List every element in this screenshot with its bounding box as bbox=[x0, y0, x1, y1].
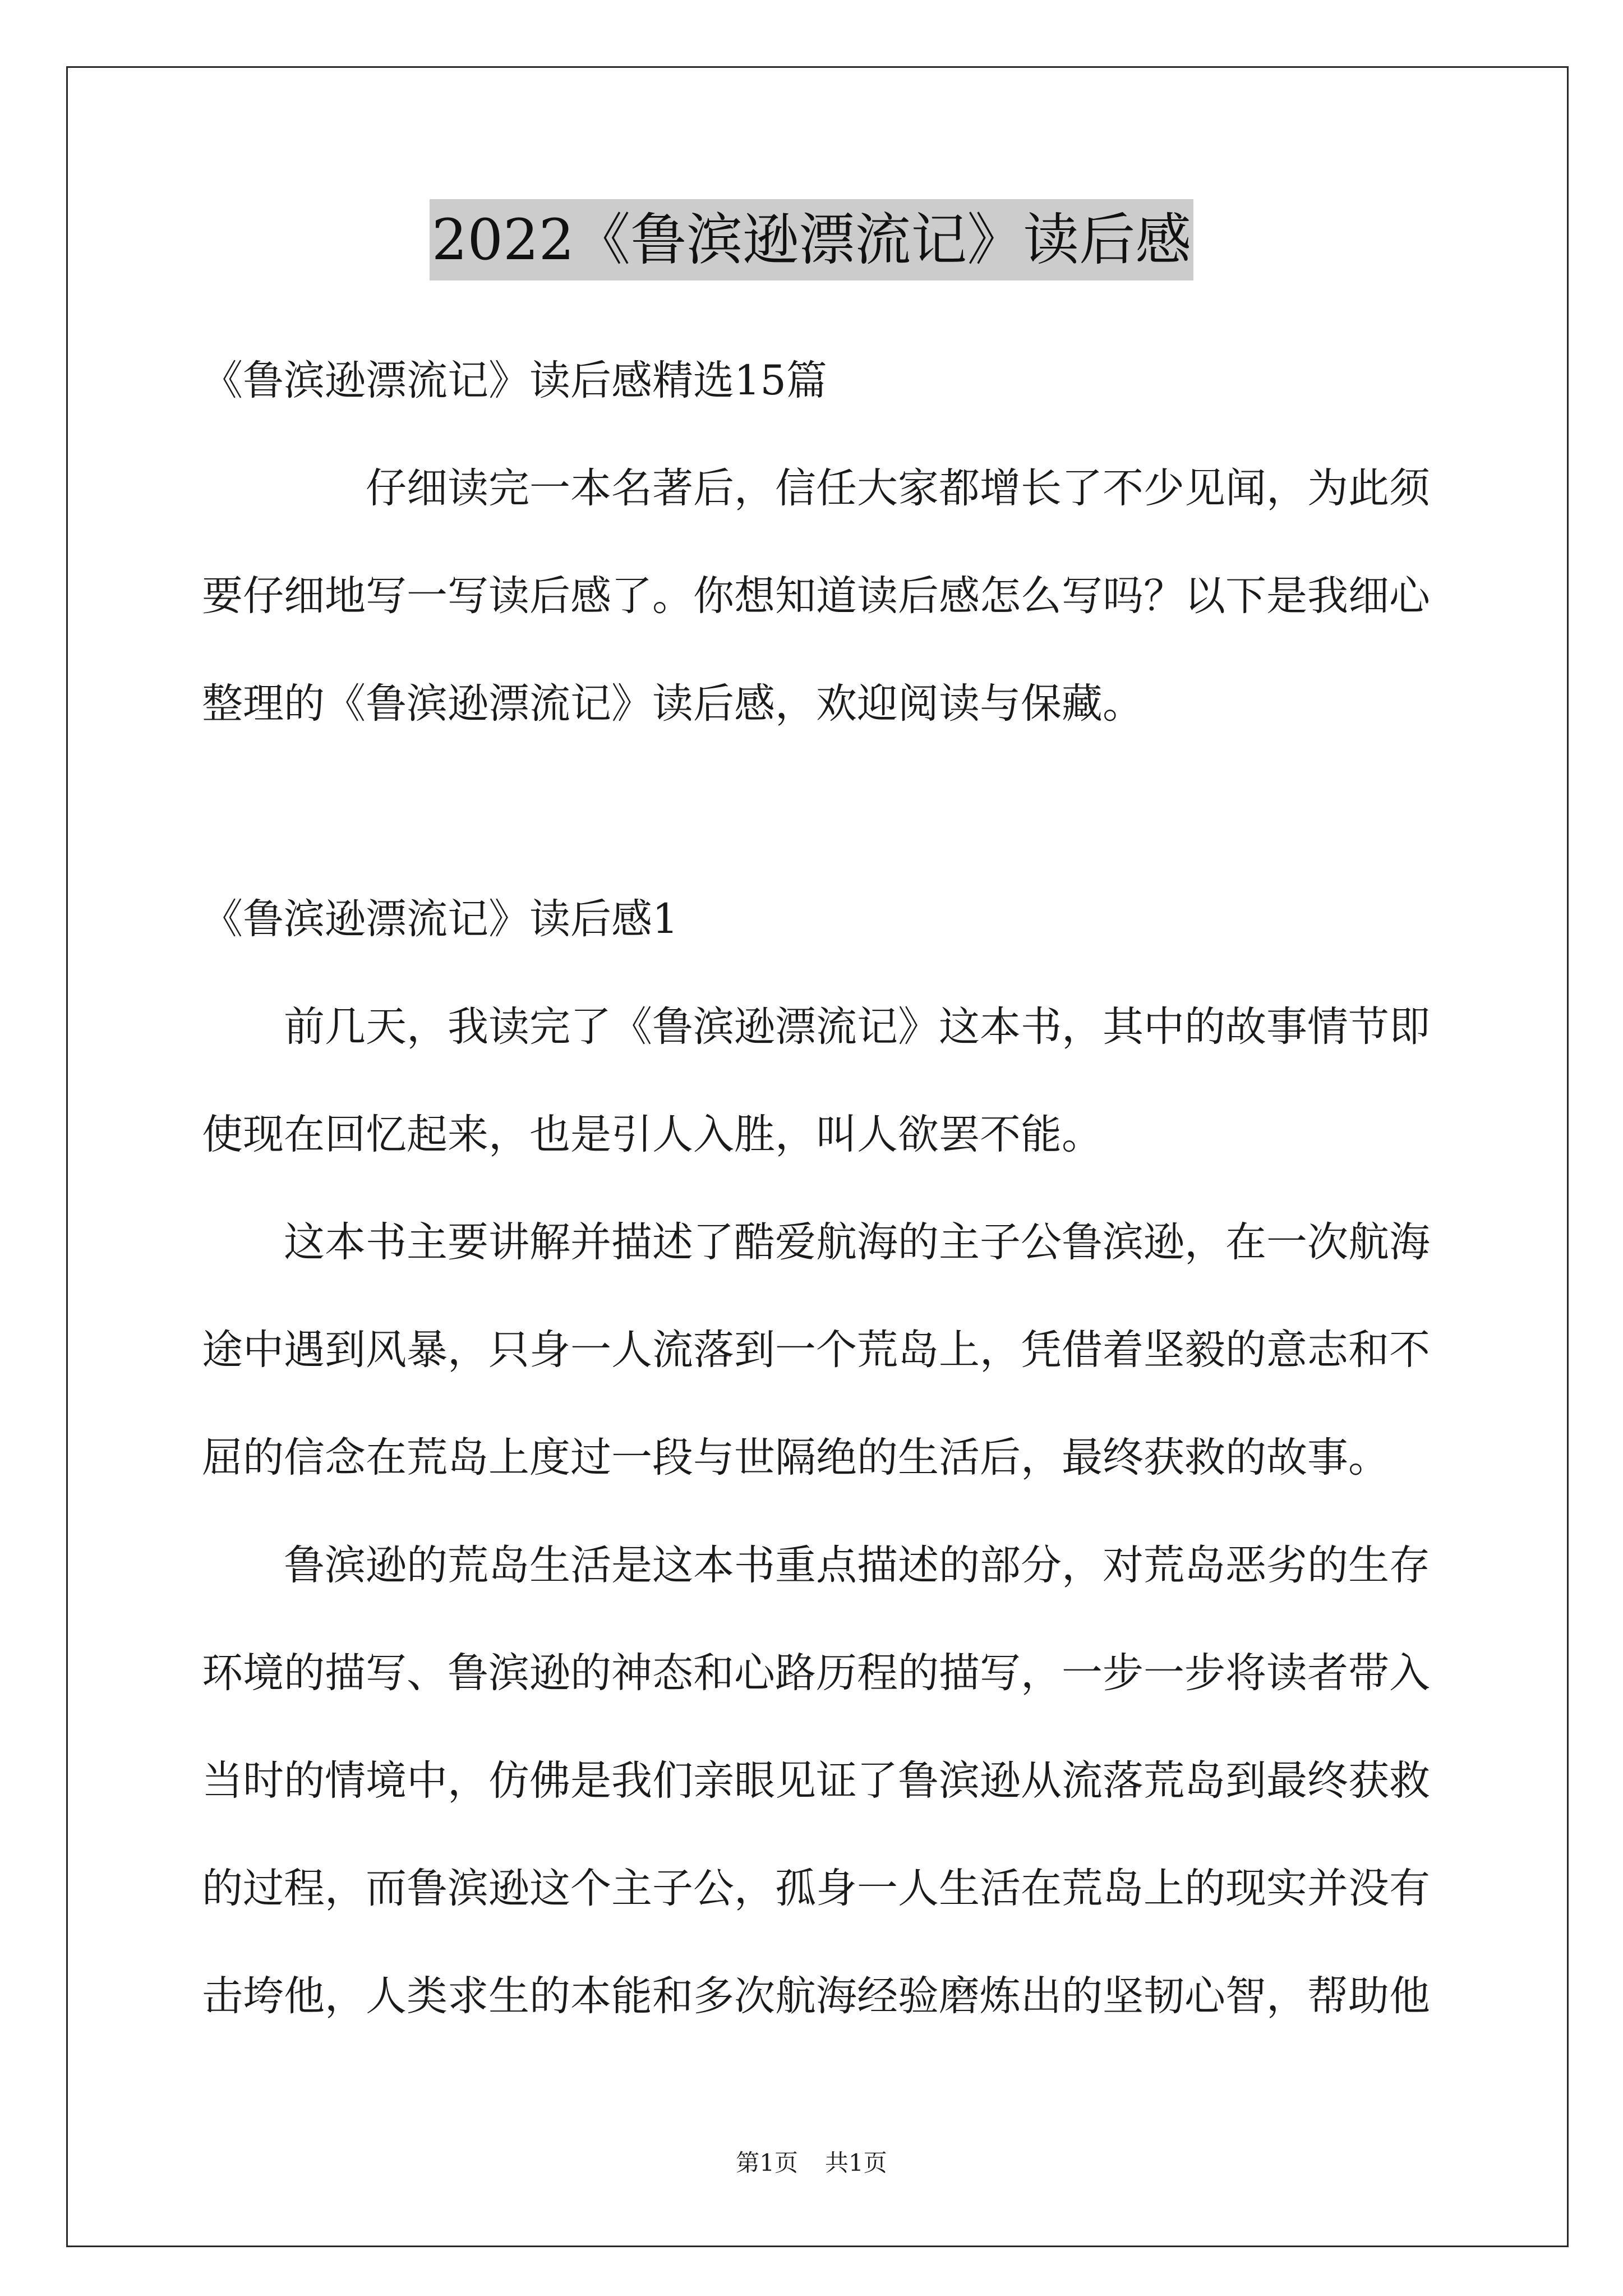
paragraph-line: 击垮他，人类求生的本能和多次航海经验磨炼出的坚韧心智，帮助他 bbox=[202, 1972, 1430, 2020]
page-footer bbox=[0, 2148, 1623, 2178]
paragraph-line: 要仔细地写一写读后感了。你想知道读后感怎么写吗？以下是我细心 bbox=[202, 572, 1430, 620]
paragraph-line: 屈的信念在荒岛上度过一段与世隔绝的生活后，最终获救的故事。 bbox=[202, 1434, 1389, 1481]
paragraph-line: 途中遇到风暴，只身一人流落到一个荒岛上，凭借着坚毅的意志和不 bbox=[202, 1326, 1430, 1374]
document-body bbox=[202, 327, 1469, 2050]
paragraph-line: 使现在回忆起来，也是引人入胜，叫人欲罢不能。 bbox=[202, 1111, 1103, 1158]
paragraph-line: 仔细读完一本名著后，信任大家都增长了不少见闻，为此须 bbox=[366, 464, 1430, 512]
page-total: 共1页 bbox=[825, 2149, 887, 2177]
subtitle: 《鲁滨逊漂流记》读后感精选15篇 bbox=[202, 357, 827, 404]
body-paragraph bbox=[202, 1189, 1469, 1512]
body-paragraph bbox=[202, 973, 1469, 1189]
paragraph-line: 的过程，而鲁滨逊这个主子公，孤身一人生活在荒岛上的现实并没有 bbox=[202, 1865, 1430, 1912]
paragraph-line: 这本书主要讲解并描述了酷爱航海的主子公鲁滨逊，在一次航海 bbox=[284, 1218, 1430, 1266]
document-title: 2022《鲁滨逊漂流记》读后感 bbox=[430, 199, 1194, 280]
intro-paragraph bbox=[202, 435, 1469, 758]
paragraph-line: 鲁滨逊的荒岛生活是这本书重点描述的部分，对荒岛恶劣的生存 bbox=[284, 1542, 1430, 1589]
body-paragraph bbox=[202, 1512, 1469, 2050]
paragraph-line: 当时的情境中，仿佛是我们亲眼见证了鲁滨逊从流落荒岛到最终获救 bbox=[202, 1757, 1430, 1805]
paragraph-line: 前几天，我读完了《鲁滨逊漂流记》这本书，其中的故事情节即 bbox=[284, 1003, 1430, 1051]
title-block bbox=[0, 199, 1623, 280]
page-number: 第1页 bbox=[736, 2149, 798, 2177]
section-heading: 《鲁滨逊漂流记》读后感1 bbox=[202, 895, 679, 943]
paragraph-line: 环境的描写、鲁滨逊的神态和心路历程的描写，一步一步将读者带入 bbox=[202, 1649, 1430, 1697]
paragraph-line: 整理的《鲁滨逊漂流记》读后感，欢迎阅读与保藏。 bbox=[202, 680, 1144, 728]
